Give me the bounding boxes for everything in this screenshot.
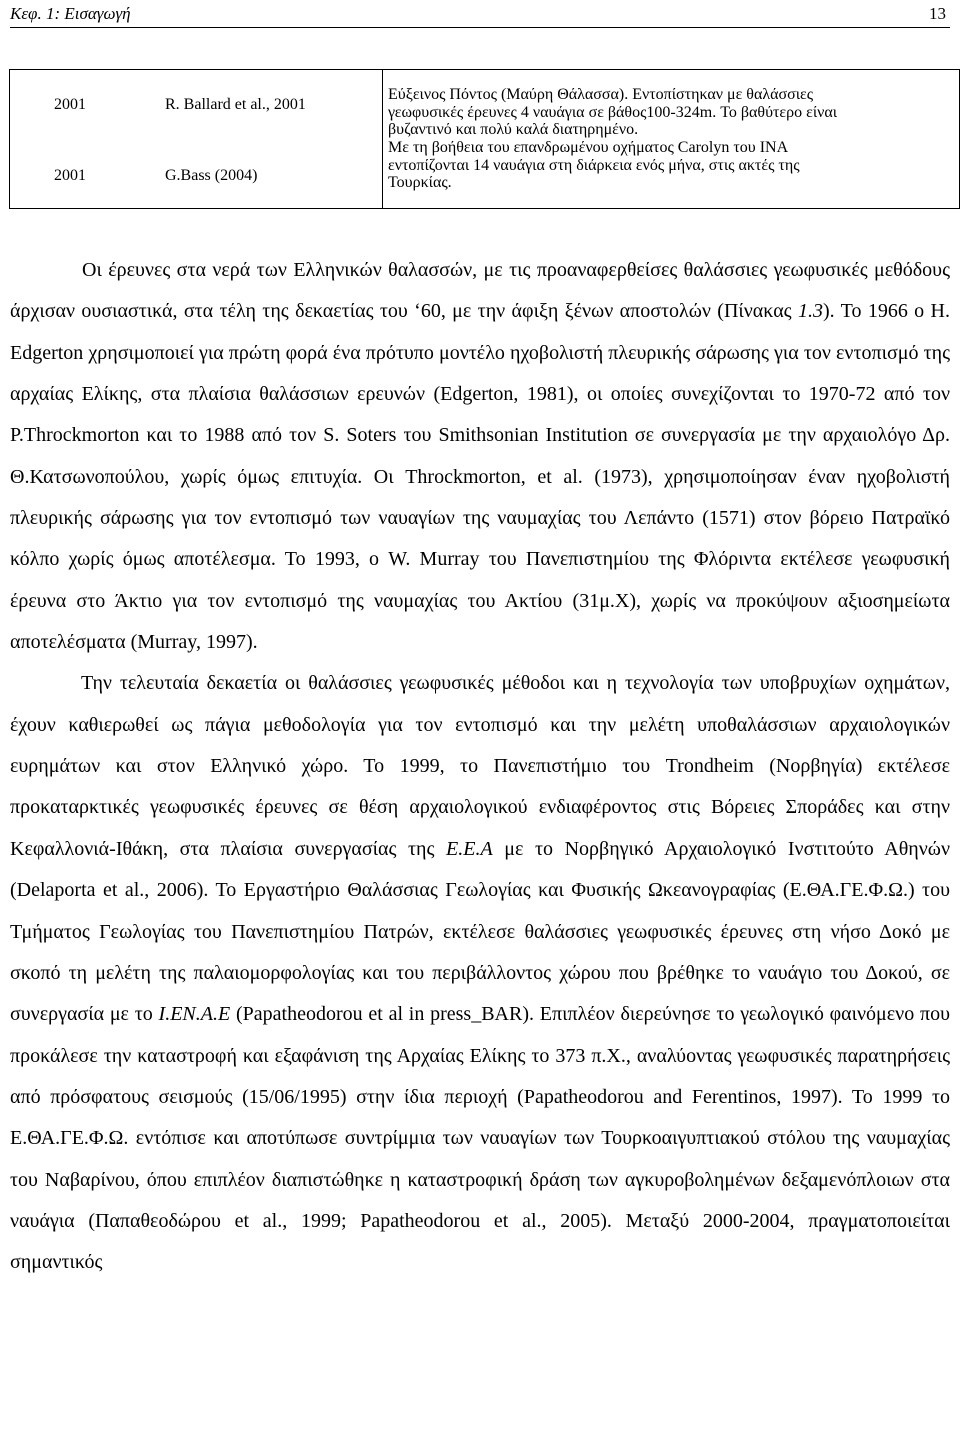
table-year: 2001	[54, 96, 86, 113]
description-line: εντοπίζονται 14 ναυάγια στη διάρκεια ενός μήνα, στις ακτές της	[388, 156, 800, 174]
table-description	[383, 70, 960, 209]
paragraph-text: Οι έρευνες στα νερά των Ελληνικών θαλασσών, με τις προαναφερθείσες θαλάσσιες γεωφυσικές μεθόδους άρχισαν ουσιαστικά, στα τέλη της δεκαετίας του ‘60, με την άφιξη ξένων αποστολών (Πίνακας	[10, 259, 950, 323]
table-row	[10, 70, 960, 209]
description-line: γεωφυσικές έρευνες 4 ναυάγια σε βάθος100-324m. Το βαθύτερο είναι	[388, 103, 838, 121]
description-line: Με τη βοήθεια του επανδρωμένου οχήματος Carolyn του INA	[388, 139, 789, 156]
paragraph-2	[10, 663, 950, 1283]
table-year: 2001	[54, 167, 86, 184]
paragraph-1	[10, 250, 950, 663]
table-reference: 1.3	[797, 300, 823, 323]
table-row-label	[10, 95, 382, 115]
org-abbreviation: Ι.ΕΝ.Α.Ε	[158, 1003, 231, 1026]
table-author: G.Bass (2004)	[165, 167, 258, 184]
paragraph-text: ). Το 1966 ο H. Edgerton χρησιμοποιεί για πρώτη φορά ένα πρότυπο μοντέλο ηχοβολιστή πλευρικής σάρωσης για τον εντοπισμό της αρχαίας Ελίκης, στα πλαίσια θαλάσσιων ερευνών (Edgerton, 1981), οι οποίες συνεχίζονται το 1970-72 από τον P.Throckmorton και το 1988 από τον S. Soters του Smithsonian Institution σε συνεργασία με την αρχαιολόγο Δρ. Θ.Κατσωνοπούλου, χωρίς όμως επιτυχία. Οι Throckmorton, et al. (1973), χρησιμοποίησαν έναν ηχοβολιστή πλευρικής σάρωσης για τον εντοπισμό των ναυαγίων της ναυμαχίας του Λεπάντο (1571) στον βόρειο Πατραϊκό κόλπο χωρίς όμως αποτέλεσμα. Το 1993, ο W. Murray του Πανεπιστημίου της Φλόριντα εκτέλεσε γεωφυσική έρευνα στο Άκτιο για τον εντοπισμό της ναυμαχίας του Ακτίου (31μ.Χ), χωρίς να προκύψουν αξιοσημείωτα αποτελέσματα (Murray, 1997).	[10, 300, 950, 654]
paragraph-text: Την τελευταία δεκαετία οι θαλάσσιες γεωφυσικές μέθοδοι και η τεχνολογία των υποβρυχίων οχημάτων, έχουν καθιερωθεί ως πάγια μεθοδολογία για τον εντοπισμό και την μελέτη υποθαλάσσιων αρχαιολογικών ευρημάτων και στον Ελληνικό χώρο. Το 1999, το Πανεπιστήμιο του Trondheim (Νορβηγία) εκτέλεσε προκαταρκτικές γεωφυσικές έρευνες σε θέση αρχαιολογικού ενδιαφέροντος στις Βόρειες Σποράδες και στην Κεφαλλονιά-Ιθάκη, στα πλαίσια συνεργασίας της	[10, 672, 950, 860]
description-line: Εύξεινος Πόντος (Μαύρη Θάλασσα). Εντοπίστηκαν με θαλάσσιες	[388, 85, 814, 103]
description-line: Τουρκίας.	[388, 174, 452, 192]
history-table	[9, 69, 960, 209]
org-abbreviation: Ε.Ε.Α	[446, 837, 493, 860]
page-number: 13	[929, 4, 946, 23]
table-row-label	[10, 166, 382, 186]
chapter-title: Κεφ. 1: Εισαγωγή	[10, 4, 131, 23]
header-rule	[10, 27, 950, 28]
description-line: βυζαντινό και πολύ καλά διατηρημένο.	[388, 121, 639, 139]
body-text	[10, 250, 950, 1284]
table-author: R. Ballard et al., 2001	[165, 96, 306, 113]
paragraph-text: με το Νορβηγικό Αρχαιολογικό Ινστιτούτο Αθηνών (Delaporta et al., 2006). Το Εργαστήριο Θαλάσσιας Γεωλογίας και Φυσικής Ωκεανογραφίας (Ε.ΘΑ.ΓΕ.Φ.Ω.) του Τμήματος Γεωλογίας του Πανεπιστημίου Πατρών, εκτέλεσε θαλάσσιες γεωφυσικές έρευνες στη νήσο Δοκό με σκοπό τη μελέτη της παλαιομορφολογίας και του περιβάλλοντος χώρου που βρέθηκε το ναυάγιο του Δοκού, σε συνεργασία με το	[10, 837, 950, 1026]
paragraph-text: (Papatheodorou et al in press_BAR). Επιπλέον διερεύνησε το γεωλογικό φαινόμενο που προκάλεσε την καταστροφή και εξαφάνιση της Αρχαίας Ελίκης το 373 π.Χ., αναλύοντας γεωφυσικές παρατηρήσεις από πρόσφατους σεισμούς (15/06/1995) στην ίδια περιοχή (Papatheodorou and Ferentinos, 1997). Το 1999 το Ε.ΘΑ.ΓΕ.Φ.Ω. εντόπισε και αποτύπωσε συντρίμμια των ναυαγίων των Τουρκοαιγυπτιακού στόλου της ναυμαχίας του Ναβαρίνου, όπου επιπλέον διαπιστώθηκε η καταστροφική δράση των αγκυροβολημένων δεξαμενόπλοιων στα ναυάγια (Παπαθεοδώρου et al., 1999; Papatheodorou et al., 2005). Μεταξύ 2000-2004, πραγματοποιείται σημαντικός	[10, 1003, 950, 1274]
page-header	[10, 0, 950, 28]
table-left-column	[10, 70, 383, 209]
